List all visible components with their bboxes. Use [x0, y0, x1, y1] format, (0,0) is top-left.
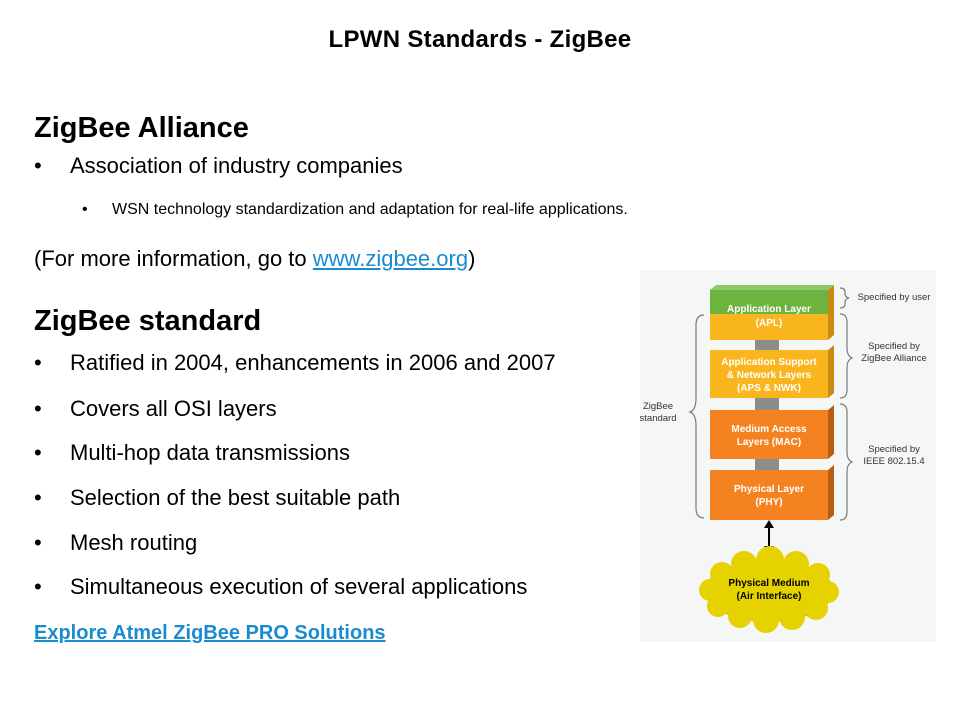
alliance-bullet-text: Association of industry companies: [70, 153, 403, 178]
left-label-2: standard: [640, 413, 677, 424]
left-brace-icon: [690, 315, 704, 518]
sub-bullet-dot: •: [82, 201, 88, 218]
standard-bullet: [34, 485, 400, 511]
right-label-alliance-1: Specified by: [868, 341, 920, 352]
slide-title: LPWN Standards - ZigBee: [328, 26, 632, 53]
phy-label-2: (PHY): [755, 497, 783, 508]
phy-label-1: Physical Layer: [733, 484, 805, 495]
standard-bullet-text: Simultaneous execution of several applications: [70, 574, 528, 599]
right-label-ieee-1: Specified by: [868, 444, 920, 455]
standard-bullet-text: Selection of the best suitable path: [70, 485, 401, 510]
standard-heading: ZigBee standard: [34, 305, 262, 337]
aps-label-2: & Network Layers: [726, 370, 812, 381]
right-label-user: Specified by user: [857, 292, 931, 303]
connector: [755, 398, 779, 410]
phy-block: [710, 470, 828, 520]
mac-side: [828, 405, 834, 459]
standard-bullet-text: Covers all OSI layers: [70, 396, 277, 421]
alliance-sub-bullet-text: WSN technology standardization and adaptation for real-life applications.: [112, 201, 628, 218]
standard-bullet-text: Multi-hop data transmissions: [70, 440, 351, 465]
apl-label-1: Application Layer: [727, 304, 811, 315]
right-brace-icon: [840, 404, 852, 520]
standard-bullet: [34, 440, 350, 466]
bullet-dot: •: [34, 396, 42, 421]
info-suffix: ): [468, 246, 476, 271]
standard-bullet-text: Mesh routing: [70, 530, 198, 555]
bullet-dot: •: [34, 530, 42, 555]
bullet-dot: •: [34, 350, 42, 375]
aps-side: [828, 345, 834, 398]
standard-bullet: [34, 350, 556, 376]
zigbee-stack-svg: [640, 270, 936, 642]
connector: [755, 340, 779, 350]
alliance-bullet: [34, 153, 403, 179]
right-brace-icon: [840, 288, 849, 308]
right-label-ieee-2: IEEE 802.15.4: [863, 456, 925, 467]
info-prefix: (For more information, go to: [34, 246, 313, 271]
zigbee-website-link[interactable]: www.zigbee.org: [312, 246, 469, 271]
zigbee-stack-diagram: [640, 270, 936, 642]
left-label-1: ZigBee: [642, 401, 674, 412]
standard-bullet-text: Ratified in 2004, enhancements in 2006 and 2007: [70, 350, 556, 375]
standard-bullet: [34, 574, 527, 600]
right-label-alliance-2: ZigBee Alliance: [861, 353, 927, 364]
aps-label-3: (APS & NWK): [737, 383, 801, 394]
apl-side: [828, 285, 834, 340]
cloud-icon: [699, 546, 839, 633]
aps-label-1: Application Support: [721, 357, 817, 368]
mac-label-1: Medium Access: [731, 424, 807, 435]
bullet-dot: •: [34, 440, 42, 465]
bullet-dot: •: [34, 153, 42, 178]
right-brace-icon: [840, 314, 852, 398]
medium-label-2: (Air Interface): [736, 591, 802, 602]
alliance-heading: ZigBee Alliance: [34, 112, 249, 144]
connector: [755, 459, 779, 470]
apl-label-2: (APL): [755, 318, 783, 329]
phy-side: [828, 465, 834, 520]
standard-bullet: [34, 530, 197, 556]
arrow-up-icon: [764, 520, 774, 528]
explore-zigbee-pro-link[interactable]: Explore Atmel ZigBee PRO Solutions: [34, 622, 386, 644]
info-line: [34, 246, 475, 272]
apl-top: [710, 285, 834, 290]
bullet-dot: •: [34, 574, 42, 599]
bullet-dot: •: [34, 485, 42, 510]
medium-label-1: Physical Medium: [728, 578, 810, 589]
mac-label-2: Layers (MAC): [736, 437, 802, 448]
standard-bullet: [34, 396, 277, 422]
alliance-sub-bullet: [82, 201, 628, 219]
